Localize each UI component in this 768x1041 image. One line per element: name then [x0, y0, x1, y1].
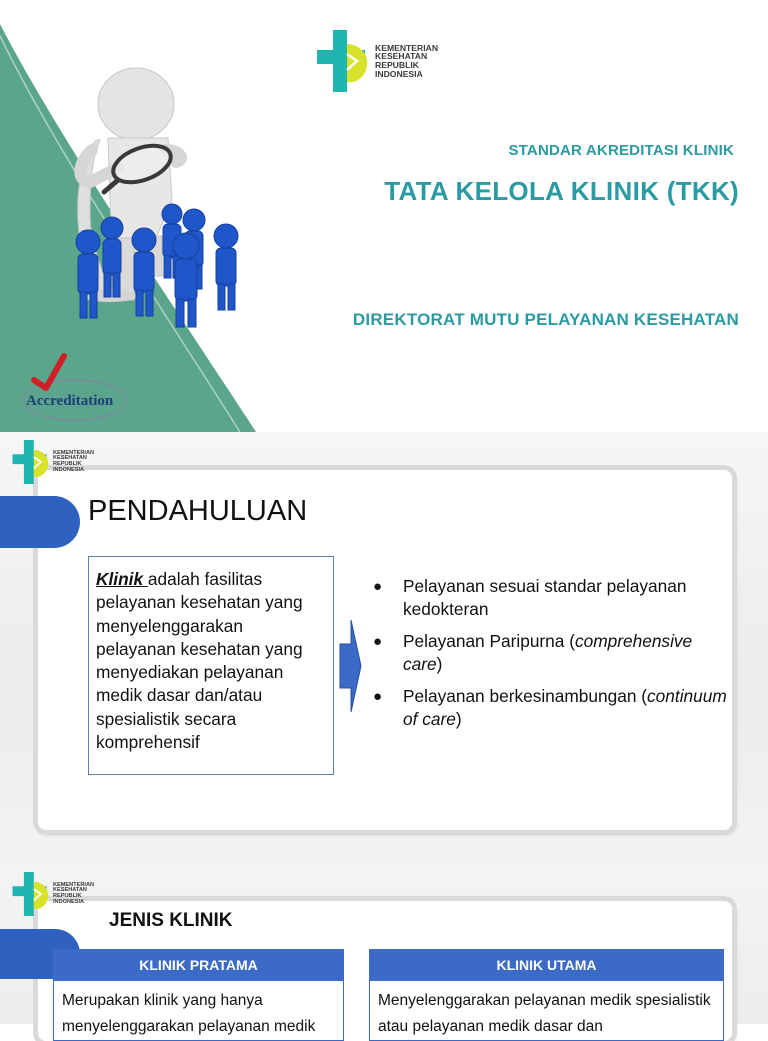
column-header-utama: KLINIK UTAMA	[369, 949, 724, 981]
kemenkes-logo	[12, 440, 94, 484]
introduction-slide	[0, 432, 768, 865]
logo-line: KESEHATAN	[375, 51, 428, 62]
definition-text: adalah fasilitas pelayanan kesehatan yang menyelenggarakan pelayanan kesehatan yang menyediakan pelayanan medik dasar dan/atau spesialistik secara komprehensif	[96, 569, 303, 753]
section-heading: PENDAHULUAN	[88, 495, 308, 527]
column-body-pratama: Merupakan klinik yang hanya menyelenggarakan pelayanan medik	[53, 981, 344, 1041]
logo-line: KEMENTERIAN	[375, 42, 439, 53]
bullet-text: Pelayanan Paripurna (	[403, 631, 575, 651]
kemenkes-logo-icon	[12, 440, 50, 484]
bullet-text-end: )	[455, 709, 462, 729]
logo-line: KEMENTERIAN	[53, 449, 95, 456]
bullet-emphasis: comprehensive care	[403, 631, 693, 674]
kemenkes-logo	[317, 30, 438, 92]
definition-keyword: Klinik	[96, 569, 148, 589]
logo-line: REPUBLIK	[53, 893, 82, 899]
bullet-text: Pelayanan sesuai standar pelayanan kedokteran	[403, 576, 687, 619]
bullet-text-end: )	[436, 654, 443, 674]
list-item	[373, 685, 733, 731]
logo-line: KESEHATAN	[53, 887, 87, 894]
logo-line: INDONESIA	[53, 898, 85, 905]
accreditation-badge	[20, 354, 130, 429]
logo-line: KESEHATAN	[53, 455, 87, 462]
accreditation-check-icon	[20, 354, 130, 424]
title-slide	[0, 0, 768, 432]
list-item	[373, 630, 733, 676]
feature-list	[373, 575, 733, 740]
column-body-utama: Menyelenggarakan pelayanan medik spesialistik atau pelayanan medik dasar dan	[369, 981, 724, 1041]
logo-line: REPUBLIK	[53, 461, 82, 467]
accreditation-label: Accreditation	[26, 393, 114, 409]
kemenkes-logo-icon	[12, 872, 50, 916]
list-item	[373, 575, 733, 621]
definition-box	[88, 556, 334, 775]
column-header-pratama: KLINIK PRATAMA	[53, 949, 344, 981]
logo-line: INDONESIA	[375, 68, 423, 79]
logo-line: KEMENTERIAN	[53, 881, 95, 888]
section-heading: JENIS KLINIK	[109, 910, 233, 931]
logo-line: REPUBLIK	[375, 60, 419, 70]
slide-title: TATA KELOLA KLINIK (TKK)	[384, 176, 739, 206]
logo-line: INDONESIA	[53, 466, 85, 473]
bullet-emphasis: continuum of care	[403, 686, 727, 729]
bullet-text: Pelayanan berkesinambungan (	[403, 686, 648, 706]
clinic-types-slide	[0, 865, 768, 1035]
kemenkes-logo-icon	[317, 30, 369, 92]
slide-subtitle: STANDAR AKREDITASI KLINIK	[508, 142, 734, 159]
directorate-name: DIREKTORAT MUTU PELAYANAN KESEHATAN	[352, 310, 739, 329]
bullet-icon: ●	[373, 633, 383, 650]
kemenkes-logo	[12, 872, 94, 916]
accent-tab	[0, 496, 80, 548]
bullet-icon: ●	[373, 578, 383, 595]
right-arrow-icon	[340, 620, 362, 712]
bullet-icon: ●	[373, 688, 383, 705]
